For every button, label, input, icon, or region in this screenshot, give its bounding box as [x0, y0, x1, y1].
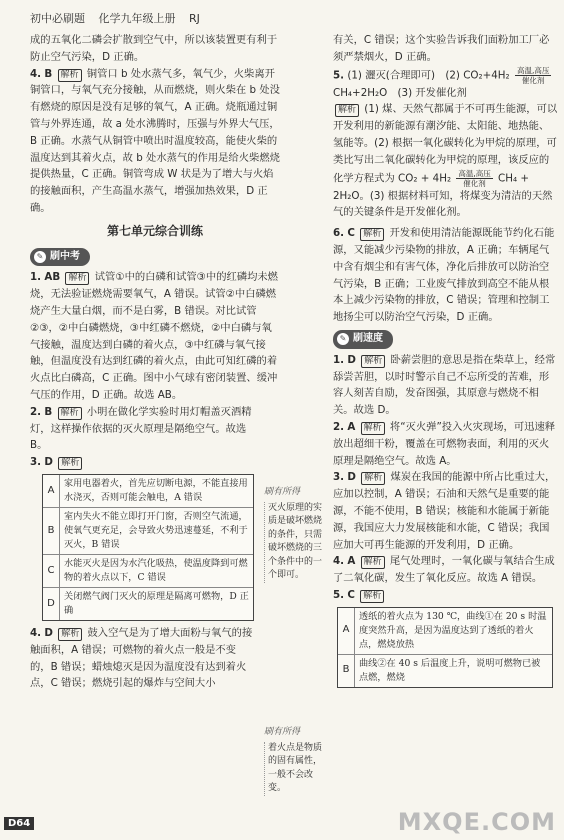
option-key: A	[43, 475, 60, 507]
side-note-text: 灭火原理的实质是破坏燃烧的条件，只需破坏燃烧的三个条件中的一个即可。	[264, 502, 326, 583]
side-note-heading: 刷有所得	[264, 727, 301, 737]
answer-text: CH₄+2H₂O (3) 开发催化剂	[333, 86, 467, 99]
answer-letter: A	[347, 420, 356, 433]
question-number: 1.	[30, 271, 42, 284]
option-key: C	[43, 555, 60, 587]
question-number: 3.	[333, 471, 345, 484]
left-paragraph-continued: 成的五氧化二磷会扩散到空气中，所以该装置更有利于防止空气污染，D 正确。	[30, 34, 278, 63]
question-number: 1.	[333, 353, 345, 366]
option-row	[338, 608, 552, 655]
analysis-text: 尾气处理时，一氧化碳与氧结合生成了二氧化碳，发生了氧化反应。故选 A 错误。	[333, 555, 555, 585]
condition-top: 高温,高压	[458, 168, 491, 178]
reaction-condition	[456, 169, 492, 188]
badge-label: 刷中考	[50, 250, 80, 262]
analysis-text: 煤炭在我国的能源中所占比重过大，应加以控制，A 错误；石油和天然气是重要的能源，不能不使用，B 错误；核能和水能属于新能源，我国应大力发展核能和水能，C 错误；我国应加大可再生能源的开发利用，D 正确。	[333, 471, 556, 551]
pencil-icon: ✎	[337, 333, 349, 345]
subject-title: 化学九年级上册	[98, 12, 176, 25]
answer-item	[333, 352, 558, 419]
answer-item	[30, 625, 256, 692]
analysis-tag: 解析	[58, 457, 82, 470]
question-number: 6.	[333, 227, 345, 240]
reaction-condition	[515, 66, 551, 85]
analysis-tag: 解析	[58, 407, 82, 420]
answer-letter: C	[347, 588, 355, 601]
answer-item	[333, 225, 558, 326]
analysis-text: 小明在做化学实验时用灯帽盖灭酒精灯，这样操作依据的灭火原理是隔绝空气。故选 B。	[30, 405, 252, 452]
option-key: B	[43, 508, 60, 554]
question-number: 2.	[333, 420, 345, 433]
analysis-tag: 解析	[361, 556, 385, 569]
side-note-heading: 刷有所得	[264, 487, 301, 497]
left-column	[30, 32, 280, 692]
side-note	[264, 726, 326, 796]
analysis-text: (1) 煤、天然气都属于不可再生能源，可以开发利用的新能源有潮汐能、太阳能、地热能、氢能等。(2) 根据一氧化碳转化为甲烷的原理，可类比写出二氧化碳转化为甲烷的原理，该反应的化学方程式为 CO₂ + 4H₂	[333, 103, 558, 185]
answer-item	[30, 269, 280, 403]
page-number: D64	[4, 817, 34, 830]
section-badge	[333, 330, 393, 349]
analysis-tag: 解析	[360, 590, 384, 603]
analysis-text: 开发和使用清洁能源既能节约化石能源，又能减少污染物的排放，A 正确；车辆尾气中含有烟尘和有害气体，净化后排放可以防治空气污染，B 正确；工业废气排放到高空不能从根本上减少污染物的排放，C 错误；管理和控制工地扬尘可以防治空气污染，D 正确。	[333, 227, 555, 324]
section-badge	[30, 248, 90, 267]
question-number: 3.	[30, 456, 42, 469]
answer-text: (1) 灑灭(合理即可) (2) CO₂+4H₂	[347, 69, 510, 82]
answer-item	[333, 553, 558, 587]
question-number: 2.	[30, 405, 42, 418]
answer-item	[333, 419, 558, 469]
option-row	[43, 555, 253, 588]
analysis-tag: 解析	[65, 272, 89, 285]
answer-item	[333, 66, 558, 102]
option-row	[43, 508, 253, 555]
option-text: 水能灭火是因为水汽化吸热，使温度降到可燃物的着火点以下，C 错误	[64, 557, 248, 583]
answer-letter: D	[347, 471, 356, 484]
analysis-tag: 解析	[361, 422, 385, 435]
analysis-text: CH₄ + 2H₂O。(3) 根据材料可知，将煤变为清洁的天然气的关键条件是开发催化剂。	[333, 172, 553, 219]
question-number: 4.	[30, 626, 42, 639]
question-number: 5.	[333, 69, 345, 82]
answer-letter: D	[347, 353, 356, 366]
analysis-text: 将“灭火弹”投入火灾现场，可迅速释放出超细干粉，覆盖在可燃物表面，利用的灭火原理是隔绝空气。故选 A。	[333, 420, 556, 467]
right-paragraph-continued: 有关，C 错误；这个实验告诉我们面粉加工厂必须严禁烟火，D 正确。	[333, 34, 550, 63]
answer-item	[30, 404, 256, 454]
condition-bottom: 催化剂	[463, 178, 486, 188]
answer-item	[30, 66, 280, 217]
option-row	[43, 588, 253, 620]
option-row	[43, 475, 253, 508]
edition-label: RJ	[189, 12, 200, 25]
analysis-tag: 解析	[58, 69, 82, 82]
condition-bottom: 催化剂	[521, 75, 545, 85]
analysis-tag: 解析	[58, 628, 82, 641]
option-key: B	[338, 655, 355, 687]
page-header	[30, 10, 210, 26]
side-note	[264, 486, 326, 583]
pencil-icon: ✎	[34, 251, 46, 263]
option-text: 家用电器着火，首先应切断电源，不能直接用水浇灭，否则可能会触电，A 错误	[64, 477, 248, 503]
condition-top: 高温,高压	[516, 65, 550, 75]
option-text: 透纸的着火点为 130 ℃，曲线①在 20 s 时温度突然升高，是因为温度达到了透纸的着火点，燃烧放热	[359, 610, 547, 650]
analysis-text: 试管①中的白磷和试管③中的红磷均未燃烧，无法验证燃烧需要氧气，A 错误。试管②中白磷燃烧产生大量白烟，而不是白雾，B 错误。对比试管②③，②中白磷燃烧，③中红磷不燃烧，②中白磷与氧气接触，温度达到白磷的着火点，③中红磷与氧气接触，但温度没有达到红磷的着火点，由此可知红磷的着火点比白磷高，C 正确。图中小气球有密闭装置、缓冲气压的作用，D 正确。故选 AB。	[30, 271, 278, 401]
answer-item	[333, 101, 558, 221]
watermark-logo: MXQE.COM	[397, 808, 556, 836]
question-number: 4.	[333, 555, 345, 568]
answer-letter: A	[347, 555, 356, 568]
option-table	[337, 607, 553, 688]
option-key: A	[338, 608, 355, 654]
analysis-tag: 解析	[335, 104, 359, 117]
option-text: 曲线②在 40 s 后温度上升，说明可燃物已被点燃，燃烧	[359, 657, 541, 683]
section-title: 第七单元综合训练	[106, 223, 203, 238]
option-key: D	[43, 588, 60, 620]
analysis-tag: 解析	[361, 472, 385, 485]
answer-item	[333, 587, 558, 604]
answer-letter: D	[44, 456, 53, 469]
analysis-text: 鼓入空气是为了增大面粉与氧气的接触面积，A 错误；可燃物的着火点一般是不变的，B 错误；蜡烛熄灭是因为温度没有达到着火点，C 错误；燃烧引起的爆炸与空间大小	[30, 626, 253, 690]
answer-letter: AB	[44, 271, 61, 284]
option-text: 室内失火不能立即打开门窗，否则空气流通，使氧气更充足，会导致火势迅速蔓延，不利于灭火，B 错误	[64, 510, 248, 550]
answer-letter: B	[44, 67, 53, 80]
answer-letter: B	[44, 405, 53, 418]
answer-item	[333, 469, 558, 553]
option-table	[42, 474, 254, 621]
right-column	[333, 32, 558, 692]
option-text: 关闭燃气阀门灭火的原理是隔离可燃物，D 正确	[64, 590, 249, 616]
badge-label: 刷速度	[353, 332, 383, 344]
side-note-text: 着火点是物质的固有属性，一般不会改变。	[264, 742, 326, 796]
analysis-text: 卧薪尝胆的意思是指在柴草上，经常舔尝苦胆，以时时警示自己不忘所受的苦难，形容人刻苦自励，发奋图强，其原意与燃烧不相关。故选 D。	[333, 353, 556, 417]
question-number: 4.	[30, 67, 42, 80]
question-number: 5.	[333, 588, 345, 601]
answer-letter: D	[44, 626, 53, 639]
analysis-tag: 解析	[361, 355, 385, 368]
answer-item	[30, 454, 280, 471]
analysis-tag: 解析	[360, 228, 384, 241]
answer-letter: C	[347, 227, 355, 240]
analysis-text: 铜管口 b 处水蒸气多，氧气少，火柴离开铜管口，与氧气充分接触，从而燃烧，则火柴在 b 处没有燃烧的原因是没有足够的氧气，A 正确。烧瓶通过铜管与外界连通，故 a 处水沸腾时，压强与外界大气压，B 正确。水蒸气从铜管中喷出时温度较高，能使火柴的温度达到其着火点，故 b 处水蒸气的作用是给火柴燃烧提供热量，C 正确。铜管弯成 W 状是为了增大与火焰的接触面积，产生高温水蒸气，增强加热效果，D 正确。	[30, 67, 280, 214]
book-title: 初中必刷题	[30, 12, 85, 25]
option-row	[338, 655, 552, 687]
